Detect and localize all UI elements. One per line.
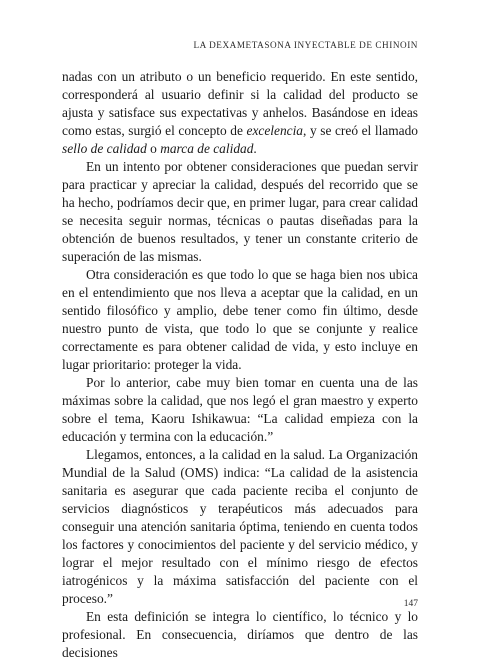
paragraph: Otra consideración es que todo lo que se haga bien nos ubica en el entendimiento que nos lleva a aceptar que la calidad, en un sentido filosófico y amplio, debe tener como fin último, desde nuestro punto de vista, que todo lo que se conjunte y realice correctamente es para obtener calidad de vida, y esto incluye en lugar prioritario: proteger la vida.	[62, 267, 418, 372]
emphasis-text: excelencia	[246, 123, 304, 138]
paragraph: En un intento por obtener consideraciones que puedan servir para practicar y apreciar la calidad, después del recorrido que se ha hecho, podríamos decir que, en primer lugar, para crear calidad se necesita seguir normas, técnicas o pautas diseñadas para la obtención de buenos resultados, y tener un constante criterio de superación de las mismas.	[62, 159, 418, 264]
paragraph-text: nadas con un atributo o un beneficio requerido. En este sentido, corresponderá al usuario definir si la calidad del producto se ajusta y satisface sus expectativas y anhelos. Basándose en ideas como estas, surgió el concepto de	[62, 69, 418, 138]
paragraph-text: , y se creó el llamado	[303, 123, 418, 138]
emphasis-text: marca de calidad	[160, 141, 254, 156]
body-text	[62, 68, 418, 662]
paragraph: Por lo anterior, cabe muy bien tomar en cuenta una de las máximas sobre la calidad, que nos legó el gran maestro y experto sobre el tema, Kaoru Ishikawua: “La calidad empieza con la educación y termina con la educación.”	[62, 375, 418, 444]
paragraph: Llegamos, entonces, a la calidad en la salud. La Organización Mundial de la Salud (OMS) indica: “La calidad de la asistencia sanitaria es asegurar que cada paciente reciba el conjunto de servicios diagnósticos y terapéuticos más adecuados para conseguir una atención sanitaria óptima, teniendo en cuenta todos los factores y conocimientos del paciente y del servicio médico, y lograr el mejor resultado con el mínimo riesgo de efectos iatrogénicos y la máxima satisfacción del paciente con el proceso.”	[62, 447, 418, 606]
paragraph: En esta definición se integra lo científico, lo técnico y lo profesional. En consecuencia, diríamos que dentro de las decisiones	[62, 609, 418, 660]
running-head: LA DEXAMETASONA INYECTABLE DE CHINOIN	[193, 40, 418, 50]
paragraph-text: o	[146, 141, 161, 156]
emphasis-text: sello de calidad	[62, 141, 147, 156]
page-number: 147	[403, 599, 418, 609]
paragraph-continued	[62, 68, 418, 158]
paragraph-text: .	[253, 141, 257, 156]
